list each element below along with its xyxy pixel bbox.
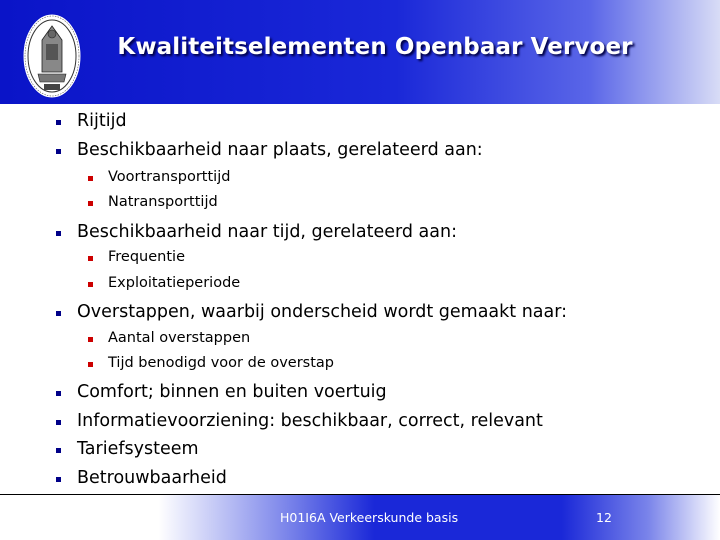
bullet-marker	[56, 149, 61, 154]
bullet-marker	[56, 120, 61, 125]
sub-bullet-item	[108, 169, 230, 185]
sub-bullet-marker	[88, 256, 93, 261]
bullet-text: Betrouwbaarheid	[77, 468, 227, 488]
bullet-marker	[56, 231, 61, 236]
sub-bullet-marker	[88, 201, 93, 206]
bullet-text: Informatievoorziening: beschikbaar, correct, relevant	[77, 411, 543, 431]
bullet-item	[77, 468, 227, 488]
bullet-text: Comfort; binnen en buiten voertuig	[77, 382, 387, 402]
bullet-marker	[56, 311, 61, 316]
page-number: 12	[596, 510, 612, 525]
footer-course: H01I6A Verkeerskunde basis	[280, 510, 459, 525]
footer-divider	[0, 494, 720, 495]
sub-bullet-text: Natransporttijd	[108, 194, 218, 210]
bullet-item	[77, 439, 199, 459]
bullet-text: Tariefsysteem	[77, 439, 199, 459]
sub-bullet-item	[108, 275, 240, 291]
bullet-marker	[56, 448, 61, 453]
bullet-marker	[56, 420, 61, 425]
bullet-marker	[56, 391, 61, 396]
bullet-marker	[56, 477, 61, 482]
sub-bullet-text: Aantal overstappen	[108, 330, 251, 346]
sub-bullet-text: Tijd benodigd voor de overstap	[108, 355, 335, 371]
sub-bullet-marker	[88, 176, 93, 181]
bullet-text: Rijtijd	[77, 111, 127, 131]
sub-bullet-item	[108, 194, 218, 210]
bullet-text: Beschikbaarheid naar tijd, gerelateerd aan:	[77, 222, 457, 242]
bullet-item	[77, 411, 543, 431]
sub-bullet-marker	[88, 362, 93, 367]
sub-bullet-item	[108, 355, 334, 371]
bullet-item	[77, 111, 127, 131]
sub-bullet-marker	[88, 282, 93, 287]
sub-bullet-item	[108, 330, 250, 346]
bullet-item	[77, 382, 387, 402]
sub-bullet-marker	[88, 337, 93, 342]
bullet-text: Beschikbaarheid naar plaats, gerelateerd aan:	[77, 140, 483, 160]
sub-bullet-text: Frequentie	[108, 249, 185, 265]
bullet-item	[77, 140, 483, 160]
sub-bullet-text: Exploitatieperiode	[108, 275, 241, 291]
bullet-item	[77, 302, 567, 322]
bullet-item	[77, 222, 457, 242]
bullet-text: Overstappen, waarbij onderscheid wordt gemaakt naar:	[77, 302, 568, 322]
sub-bullet-item	[108, 249, 185, 265]
sub-bullet-text: Voortransporttijd	[108, 169, 231, 185]
slide-title: Kwaliteitselementen Openbaar Vervoer	[117, 34, 633, 60]
